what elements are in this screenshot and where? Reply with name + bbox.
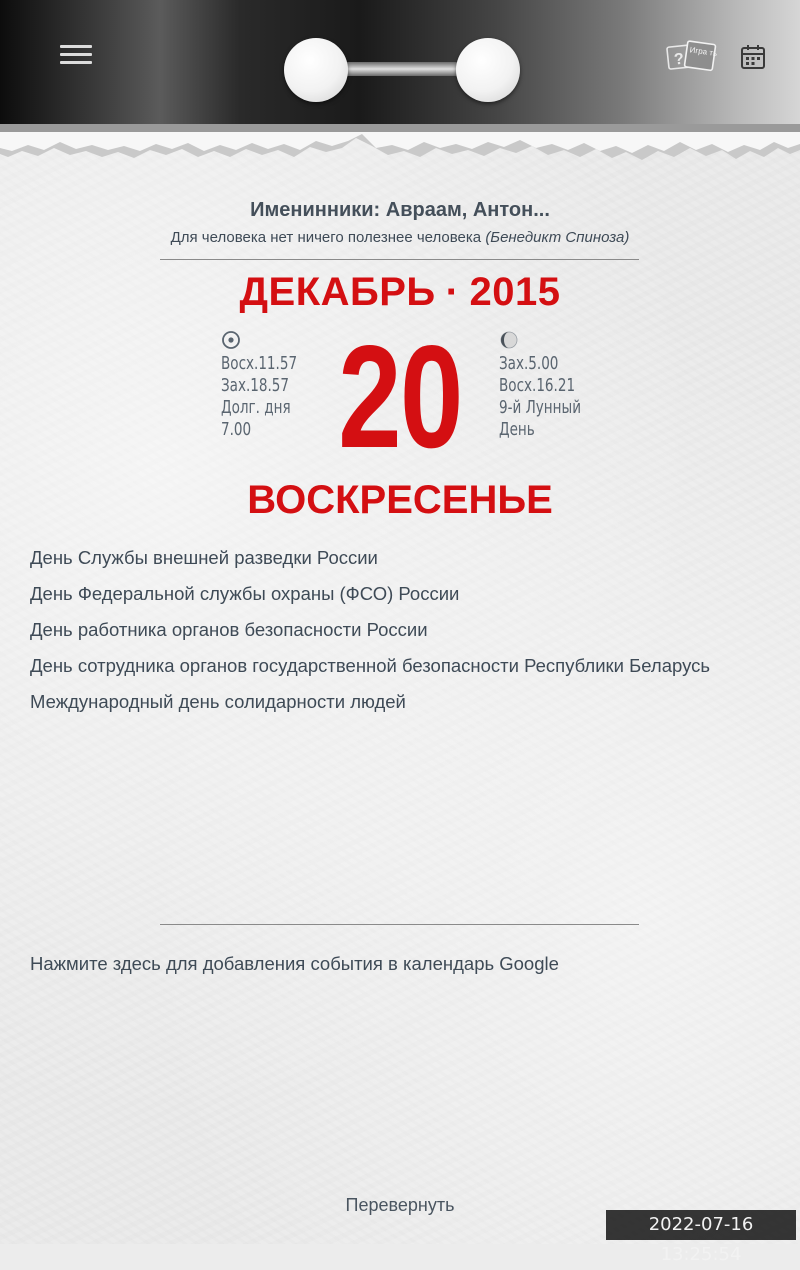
month-year xyxy=(0,270,800,315)
quote-author: (Бенедикт Спиноза) xyxy=(485,229,630,246)
day-length-value: 7.00 xyxy=(221,420,252,440)
lunar-day-line1: 9-й Лунный xyxy=(499,398,581,418)
holiday-item[interactable]: День работника органов безопасности России xyxy=(30,619,428,640)
sunrise: Восх.11.57 xyxy=(221,354,298,374)
holiday-item[interactable]: День Федеральной службы охраны (ФСО) России xyxy=(30,583,460,604)
month: ДЕКАБРЬ xyxy=(239,270,436,314)
moonset: Зах.5.00 xyxy=(499,354,559,374)
year: 2015 xyxy=(469,270,561,314)
flip-button[interactable]: Перевернуть xyxy=(345,1195,455,1215)
binding-ring-right xyxy=(456,38,520,102)
menu-button[interactable] xyxy=(56,40,98,74)
sunset: Зах.18.57 xyxy=(221,376,290,396)
sun-icon xyxy=(221,330,241,350)
moon-info xyxy=(499,330,594,441)
add-to-google-calendar-link[interactable]: Нажмите здесь для добавления события в календарь Google xyxy=(30,953,559,974)
binding-ring-left xyxy=(284,38,348,102)
sun-info xyxy=(221,330,309,441)
divider xyxy=(160,259,639,260)
holiday-item[interactable]: День Службы внешней разведки России xyxy=(30,547,378,568)
game-button[interactable] xyxy=(666,40,718,74)
moon-icon xyxy=(499,330,519,350)
calendar-button[interactable] xyxy=(740,44,766,70)
day-length-label: Долг. дня xyxy=(221,398,291,418)
svg-text:?: ? xyxy=(673,50,685,69)
divider xyxy=(160,924,639,925)
game-play-icon xyxy=(666,40,718,74)
weekday: ВОСКРЕСЕНЬЕ xyxy=(247,478,553,522)
holiday-list xyxy=(30,545,790,725)
namedays: Именинники: Авраам, Антон... xyxy=(250,199,550,221)
calendar-icon xyxy=(740,44,766,70)
calendar-binding-rings xyxy=(284,38,520,102)
torn-paper-edge xyxy=(0,124,800,174)
moonrise: Восх.16.21 xyxy=(499,376,576,396)
quote-text: Для человека нет ничего полезнее человека xyxy=(170,229,482,246)
screenshot-timestamp: 2022-07-16 13:25:54 xyxy=(606,1210,796,1240)
holiday-item[interactable]: Международный день солидарности людей xyxy=(30,691,406,712)
top-bar xyxy=(0,0,800,132)
day-number: 20 xyxy=(338,315,462,478)
binding-bar xyxy=(334,62,470,76)
quote-of-day xyxy=(0,229,800,246)
month-year-separator: · xyxy=(445,270,460,314)
hamburger-menu-icon xyxy=(60,45,92,48)
lunar-day-line2: День xyxy=(499,420,535,440)
holiday-item[interactable]: День сотрудника органов государственной безопасности Республики Беларусь xyxy=(30,655,711,676)
svg-text:Игра ть: Игра ть xyxy=(689,45,718,59)
